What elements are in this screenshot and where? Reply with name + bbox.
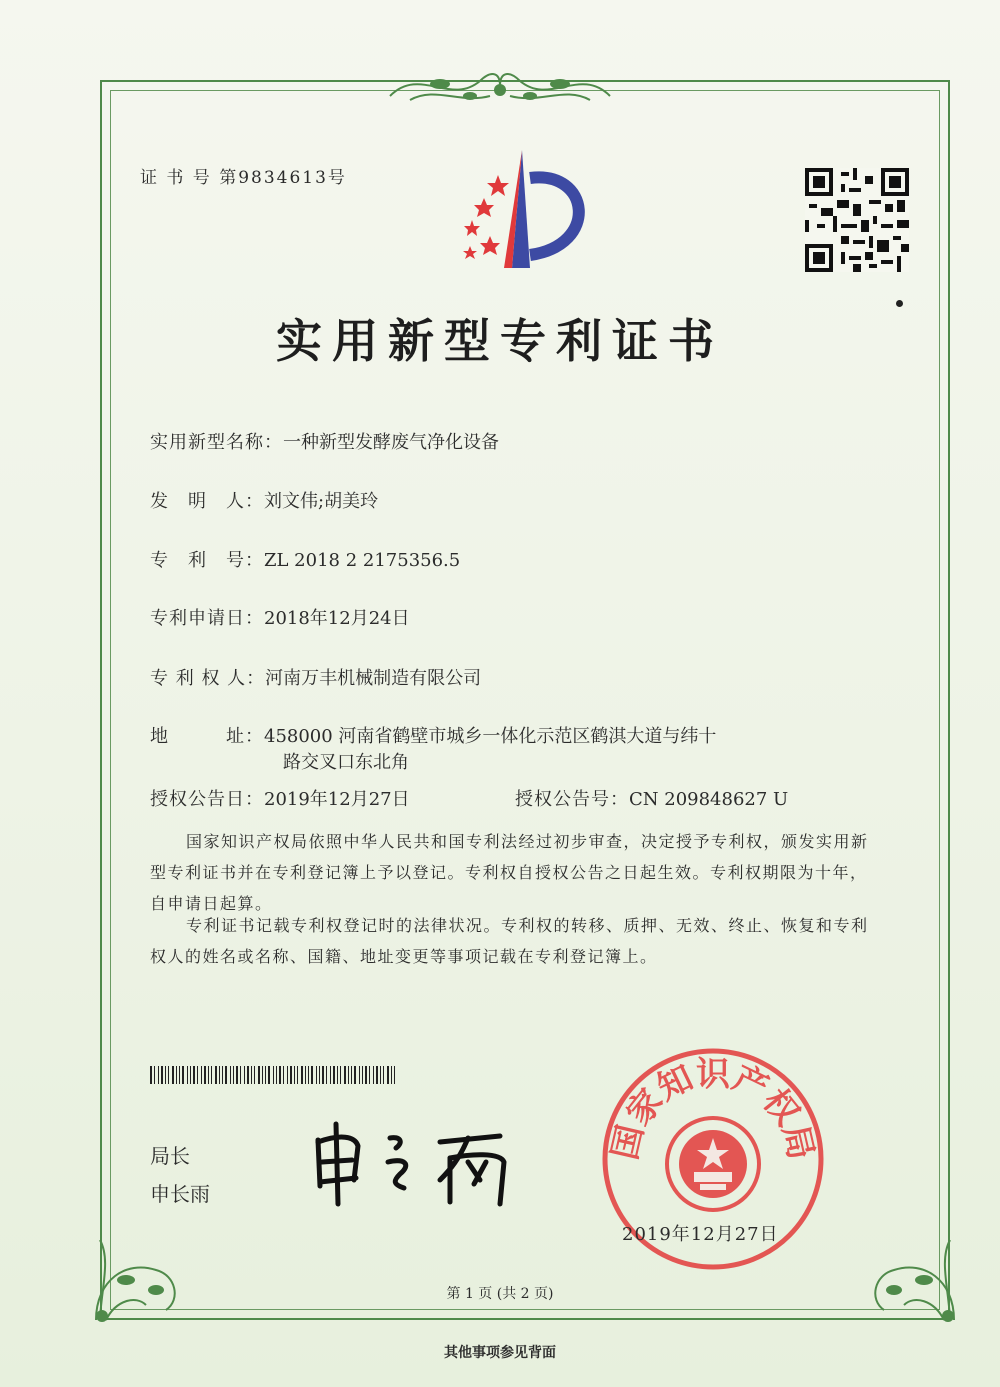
field-label: 专利申请日： (150, 608, 264, 629)
statement-paragraph: 国家知识产权局依照中华人民共和国专利法经过初步审查，决定授予专利权，颁发实用新型专利证书并在专利登记簿上予以登记。专利权自授权公告之日起生效。专利权期限为十年，自申请日起算。 (150, 832, 869, 913)
certificate-title: 实用新型专利证书 (276, 314, 724, 368)
field-value: 2018年12月24日 (264, 608, 410, 629)
qr-code-icon (805, 168, 909, 272)
field-label: 授权公告日： (150, 789, 264, 810)
field-value: 458000 河南省鹤壁市城乡一体化示范区鹤淇大道与纬十 (264, 726, 717, 747)
field-label: 授权公告号： (515, 789, 629, 810)
field-filing-date (150, 604, 410, 630)
field-value: 刘文伟;胡美玲 (264, 491, 379, 512)
director-name: 申长雨 (150, 1182, 210, 1206)
field-patent-number (150, 546, 460, 572)
barcode-icon (150, 1066, 395, 1084)
field-inventor (150, 487, 378, 513)
patent-office-emblem-icon (450, 150, 610, 275)
field-value: ZL 2018 2 2175356.5 (264, 550, 461, 571)
corner-ornament-icon (86, 1220, 196, 1330)
corner-ornament-icon (854, 1220, 964, 1330)
field-value: 一种新型发酵废气净化设备 (283, 432, 499, 453)
seal-text: 国家知识产权局 (604, 1054, 822, 1164)
field-patentee (150, 664, 481, 690)
field-label: 专 利 权 人： (150, 668, 266, 689)
director-title: 局长 (150, 1144, 190, 1168)
field-value: 河南万丰机械制造有限公司 (265, 668, 482, 689)
seal-date: 2019年12月27日 (622, 1224, 779, 1245)
field-grant-number (515, 785, 788, 811)
field-label: 发 明 人： (150, 491, 264, 512)
field-value: 2019年12月27日 (264, 789, 410, 810)
field-grant-date (150, 785, 410, 811)
certificate-number: 证 书 号 第9834613号 (140, 168, 347, 188)
field-address (150, 722, 716, 748)
field-label: 实用新型名称： (150, 432, 283, 453)
director-signature (300, 1118, 520, 1208)
page-indicator: 第 1 页 (共 2 页) (446, 1286, 554, 1302)
statement-paragraph: 专利证书记载专利权登记时的法律状况。专利权的转移、质押、无效、终止、恢复和专利权人的姓名或名称、国籍、地址变更等事项记载在专利登记簿上。 (150, 916, 869, 966)
field-label: 地 址： (150, 726, 264, 747)
field-name (150, 428, 499, 454)
field-label: 专 利 号： (150, 550, 264, 571)
field-value: CN 209848627 U (629, 789, 789, 810)
field-address-line2: 路交叉口东北角 (283, 752, 409, 773)
back-note: 其他事项参见背面 (444, 1345, 556, 1361)
top-ornament-icon (380, 56, 620, 116)
